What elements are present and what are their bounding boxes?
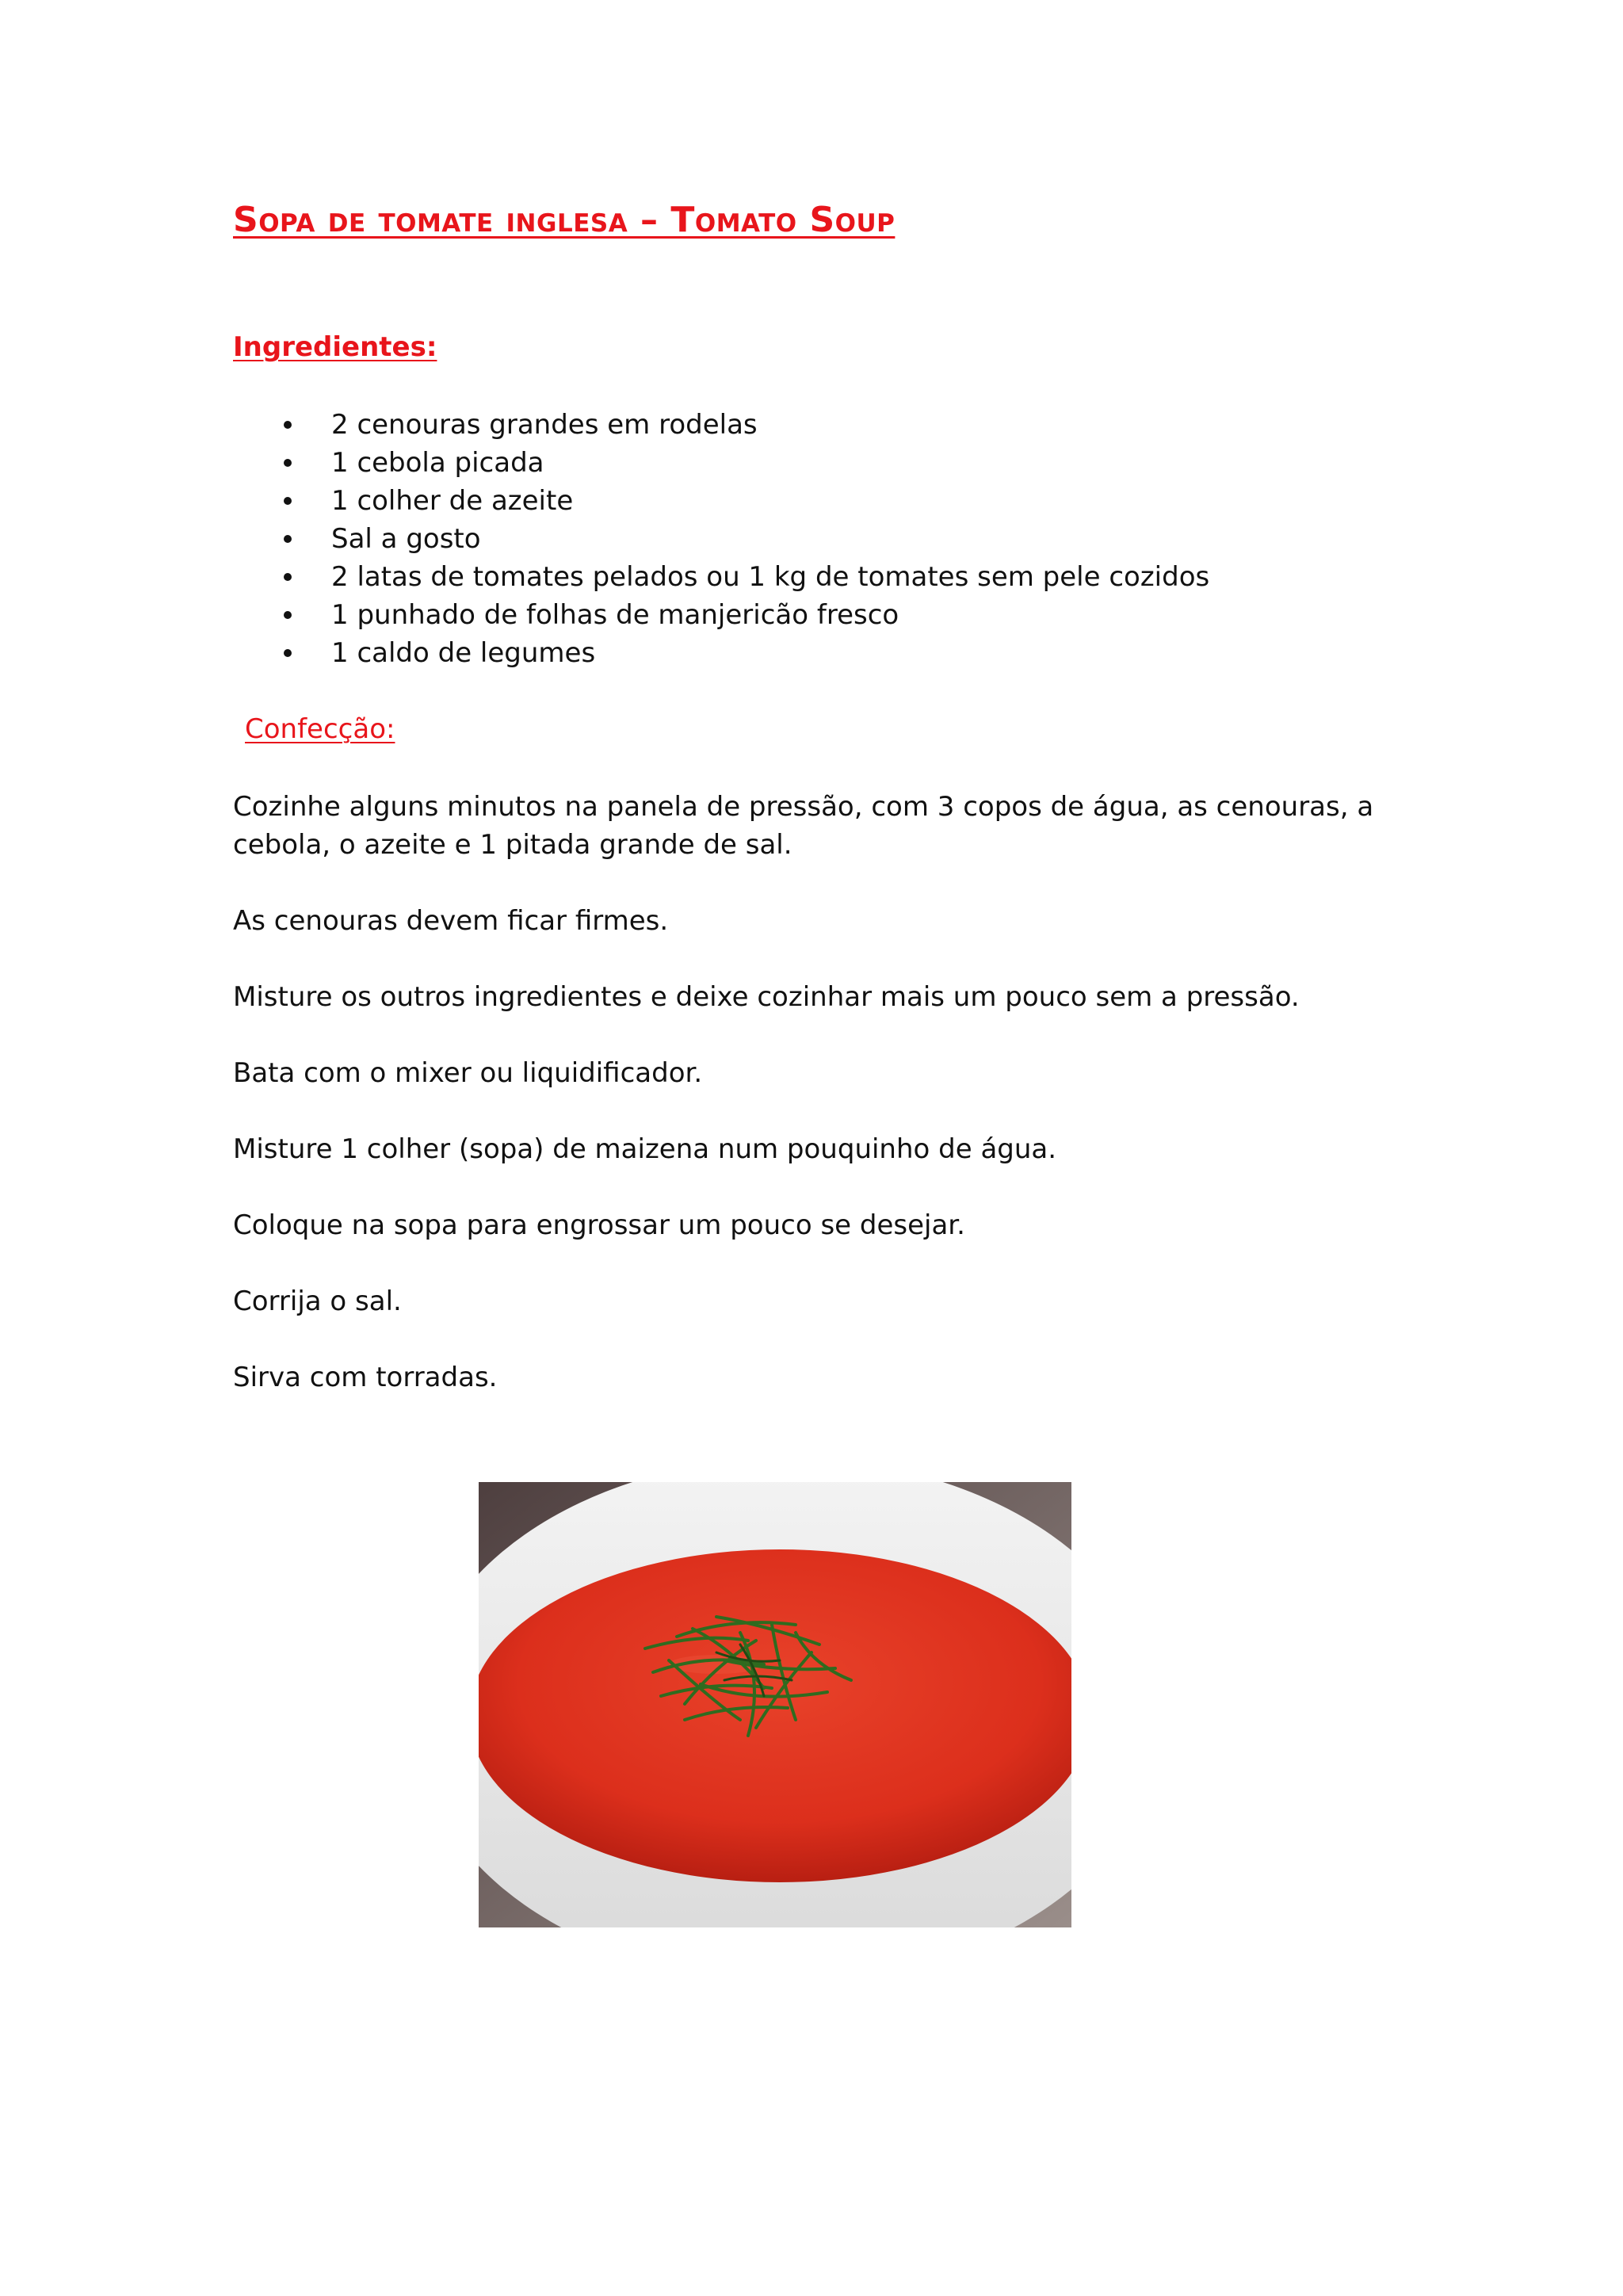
preparation-steps — [233, 788, 1406, 1435]
tomato-soup-bowl-image — [479, 1482, 1071, 1927]
bullet-icon — [284, 497, 292, 505]
bullet-icon — [284, 421, 292, 429]
bullet-icon — [284, 459, 292, 467]
preparation-heading: Confecção: — [245, 713, 395, 745]
step-paragraph: Misture 1 colher (sopa) de maizena num pouquinho de água. — [233, 1133, 1057, 1165]
ingredient-text: 1 cebola picada — [331, 447, 544, 479]
ingredient-text: Sal a gosto — [331, 523, 481, 555]
list-item — [284, 596, 1209, 634]
ingredient-text: 1 caldo de legumes — [331, 637, 596, 669]
step-paragraph: Cozinhe alguns minutos na panela de pressão, com 3 copos de água, as cenouras, a cebola, o azeite e 1 pitada grande de sal. — [233, 791, 1374, 861]
list-item — [284, 444, 1209, 482]
step-paragraph: Bata com o mixer ou liquidificador. — [233, 1057, 703, 1089]
step-paragraph: Corrija o sal. — [233, 1286, 402, 1317]
list-item — [284, 482, 1209, 520]
ingredient-text: 1 colher de azeite — [331, 485, 574, 517]
list-item — [284, 520, 1209, 558]
ingredient-text: 1 punhado de folhas de manjericão fresco — [331, 599, 899, 631]
bullet-icon — [284, 611, 292, 619]
step-paragraph: Sirva com torradas. — [233, 1362, 498, 1393]
list-item — [284, 406, 1209, 444]
ingredients-list — [284, 406, 1209, 672]
step-paragraph: As cenouras devem ficar firmes. — [233, 905, 669, 937]
step-paragraph: Misture os outros ingredientes e deixe cozinhar mais um pouco sem a pressão. — [233, 981, 1300, 1013]
ingredient-text: 2 cenouras grandes em rodelas — [331, 409, 758, 441]
bullet-icon — [284, 535, 292, 543]
step-paragraph: Coloque na sopa para engrossar um pouco se desejar. — [233, 1209, 965, 1241]
bullet-icon — [284, 649, 292, 657]
ingredient-text: 2 latas de tomates pelados ou 1 kg de tomates sem pele cozidos — [331, 561, 1210, 593]
list-item — [284, 558, 1209, 596]
bullet-icon — [284, 573, 292, 581]
list-item — [284, 634, 1209, 672]
soup-photo — [479, 1482, 1071, 1927]
recipe-title: Sopa de tomate inglesa – Tomato Soup — [233, 200, 896, 240]
ingredients-heading: Ingredientes: — [233, 331, 437, 363]
